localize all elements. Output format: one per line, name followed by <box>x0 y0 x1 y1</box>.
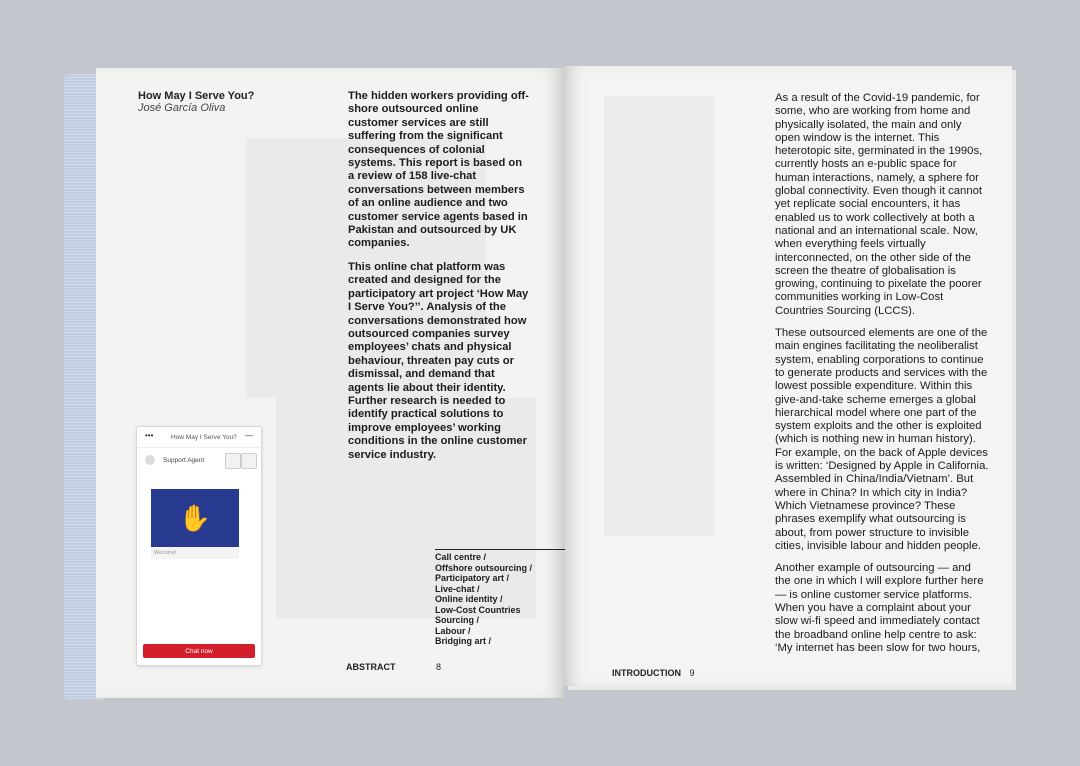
abstract-text <box>348 90 530 472</box>
chat-header <box>137 427 261 448</box>
waving-hand-icon: ✋ <box>178 503 212 533</box>
article-header <box>138 90 254 114</box>
keyword: Online identity / <box>435 594 503 604</box>
chat-now-button: Chat now <box>143 644 255 658</box>
keyword: Offshore outsourcing / <box>435 562 533 573</box>
keyword-list <box>435 549 565 647</box>
intro-paragraph: These outsourced elements are one of the main engines facilitating the neoliberalist system, enabling corporations to continue to generate products and services with the lowest possible expenditure. Within this give-and-take scheme emerges a global hierarchical model where one part of the system exploits and the other is exploited (which is nothing new in human history). For example, on the back of Apple devices is written: ‘Designed by Apple in California. Assembled in China/India/Vietnam’. But where in China? In which city in India? Which Vietnamese province? These phrases exemplify what outsourcing is about, from power structure to invisible cities, invisible labour and hidden people. <box>775 327 989 552</box>
open-book <box>60 64 1020 704</box>
section-label: INTRODUCTION <box>612 668 681 678</box>
section-label: ABSTRACT <box>346 662 396 672</box>
show-through-right <box>604 96 714 536</box>
abstract-paragraph: This online chat platform was created and designed for the participatory art project ‘How May I Serve You?’’. Analysis of the conversations demonstrated how outsourced companies survey employees’ chats and physical behaviour, threaten pay cuts or dismissal, and demand that agents lie about their identity. Further research is needed to identify practical solutions to improve employees’ working conditions in the online customer service industry. <box>348 260 529 461</box>
chat-title: How May I Serve You? <box>171 434 237 441</box>
keyword: Bridging art / <box>435 636 491 646</box>
right-footer <box>612 668 695 678</box>
intro-paragraph: As a result of the Covid-19 pandemic, for some, who are working from home and physically isolated, the main and only open window is the internet. This heterotopic site, germinated in the 1990s, currently hosts an e-public space for human interactions, namely, a sphere for global connectivity. Even though it cannot yet replicate social encounters, it has enabled us to work collectively at both a national and an international scale. Now, when everything feels virtually interconnected, on the other side of the screen the theatre of globalisation is growing, continuing to pixelate the poorer communities working in Low-Cost Countries Sourcing (LCCS). <box>775 92 983 317</box>
keyword: Labour / <box>435 625 471 636</box>
keyword: Call centre / <box>435 552 487 562</box>
minimize-icon: — <box>245 431 253 440</box>
keyword: Low-Cost Countries <box>435 604 521 615</box>
more-options-icon: ••• <box>145 431 154 440</box>
welcome-message: Welcome! <box>151 547 239 559</box>
agent-avatar <box>145 455 155 465</box>
agent-row <box>145 453 255 469</box>
page-number: 9 <box>689 668 695 678</box>
page-number: 8 <box>436 662 442 672</box>
chat-widget-illustration <box>136 426 262 666</box>
thumbs-up-icon <box>225 453 241 469</box>
article-title: How May I Serve You? <box>138 90 255 102</box>
thumbs-down-icon <box>241 453 257 469</box>
agent-name: Support Agent <box>163 457 205 464</box>
keyword: Sourcing / <box>435 615 480 625</box>
article-author: José García Oliva <box>138 102 226 114</box>
keyword: Live-chat / <box>435 583 480 594</box>
introduction-text <box>775 92 989 664</box>
abstract-paragraph: The hidden workers providing off-shore outsourced online customer services are still suffering from the significant consequences of colonial systems. This report is based on a review of 158 live-chat conversations between members of an online audience and two customer service agents based in Pakistan and outsourced by UK companies. <box>348 90 529 250</box>
left-footer <box>346 662 441 672</box>
intro-paragraph: Another example of outsourcing — and the one in which I will explore further here — is online customer service platforms. When you have a complaint about your slow wi-fi speed and immediately contact the broadband online help centre to ask: ‘My internet has been slow for two hours, <box>775 562 984 654</box>
wave-card <box>151 489 239 547</box>
keyword: Participatory art / <box>435 573 510 583</box>
